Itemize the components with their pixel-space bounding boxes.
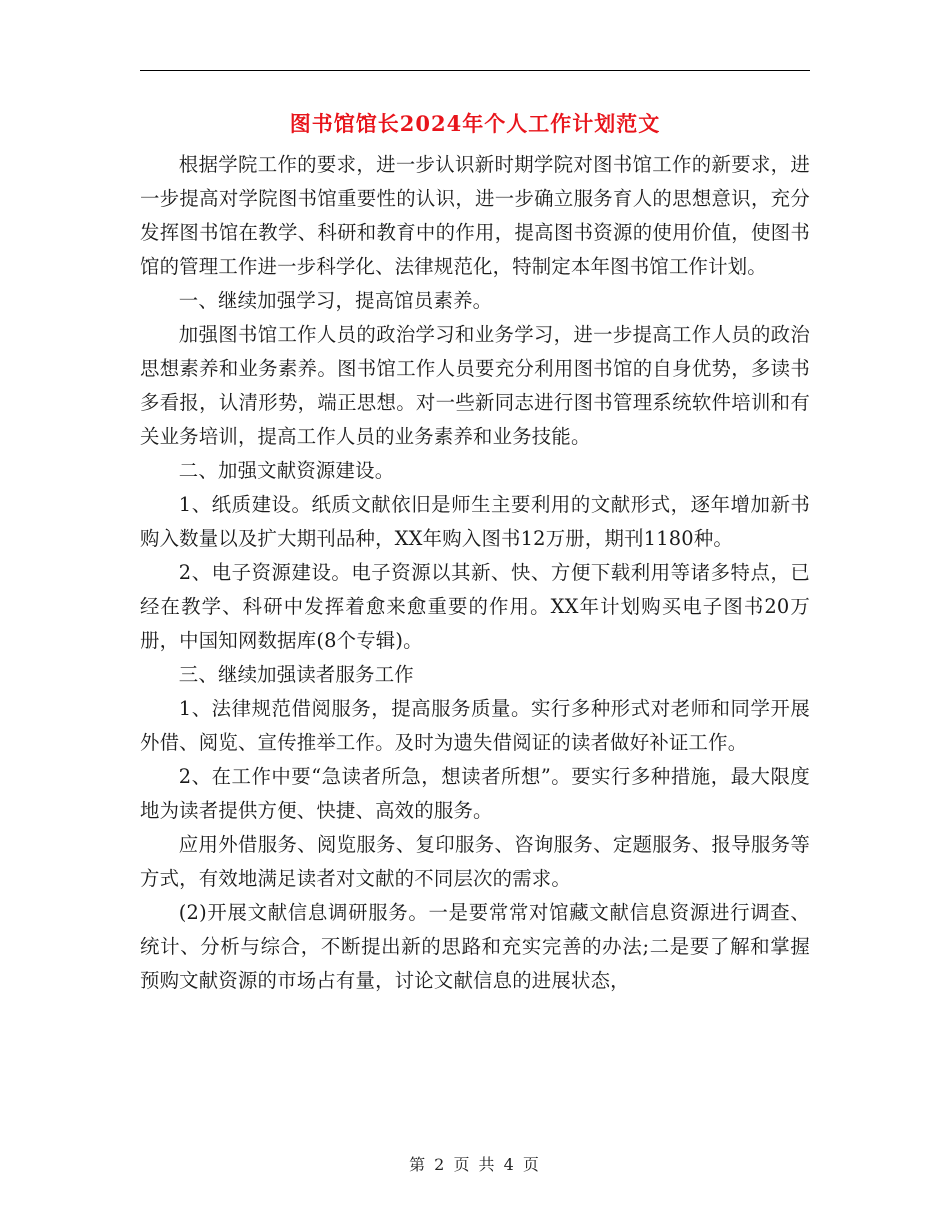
paragraph-intro: 根据学院工作的要求，进一步认识新时期学院对图书馆工作的新要求，进一步提高对学院图书馆重要性的认识，进一步确立服务育人的思想意识，充分发挥图书馆在教学、科研和教育中的作用，提高图书资源的使用价值，使图书馆的管理工作进一步科学化、法律规范化，特制定本年图书馆工作计划。: [140, 153, 810, 278]
paragraph-paper-resources: 1、纸质建设。纸质文献依旧是师生主要利用的文献形式，逐年增加新书购入数量以及扩大期刊品种，XX年购入图书12万册，期刊1180种。: [140, 493, 810, 550]
header-rule: [140, 70, 810, 71]
paragraph-service-methods: 应用外借服务、阅览服务、复印服务、咨询服务、定题服务、报导服务等方式，有效地满足读者对文献的不同层次的需求。: [140, 833, 810, 890]
paragraph-research-service: (2)开展文献信息调研服务。一是要常常对馆藏文献信息资源进行调查、统计、分析与综合，不断提出新的思路和充实完善的办法;二是要了解和掌握预购文献资源的市场占有量，讨论文献信息的进展状态，: [140, 901, 810, 992]
section-heading-3: 三、继续加强读者服务工作: [178, 663, 414, 686]
document-title: 图书馆馆长2024年个人工作计划范文: [289, 111, 661, 136]
section-heading-1: 一、继续加强学习，提高馆员素养。: [178, 289, 493, 312]
page-footer: 第 2 页 共 4 页: [409, 1155, 541, 1174]
paragraph-study: 加强图书馆工作人员的政治学习和业务学习，进一步提高工作人员的政治思想素养和业务素养。图书馆工作人员要充分利用图书馆的自身优势，多读书多看报，认清形势，端正思想。对一些新同志进行图书管理系统软件培训和有关业务培训，提高工作人员的业务素养和业务技能。: [140, 323, 810, 448]
paragraph-lending-service: 1、法律规范借阅服务，提高服务质量。实行多种形式对老师和同学开展外借、阅览、宣传推举工作。及时为遗失借阅证的读者做好补证工作。: [140, 697, 810, 754]
paragraph-electronic-resources: 2、电子资源建设。电子资源以其新、快、方便下载利用等诸多特点，已经在教学、科研中发挥着愈来愈重要的作用。XX年计划购买电子图书20万册，中国知网数据库(8个专辑)。: [140, 561, 810, 652]
section-heading-2: 二、加强文献资源建设。: [178, 459, 395, 482]
paragraph-reader-first: 2、在工作中要“急读者所急，想读者所想”。要实行多种措施，最大限度地为读者提供方便、快捷、高效的服务。: [140, 765, 810, 822]
document-body: [140, 148, 810, 998]
